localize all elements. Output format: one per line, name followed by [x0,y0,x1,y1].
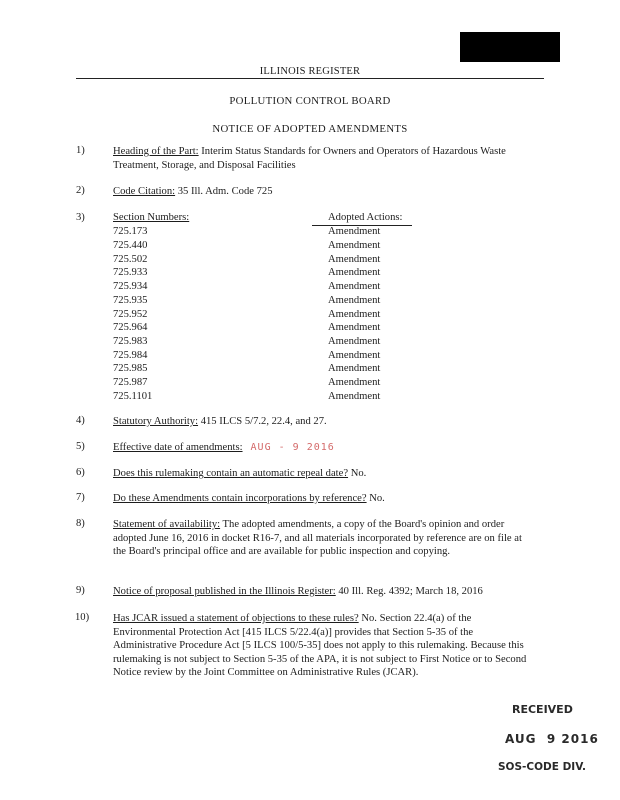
section-number: 725.440 [113,240,148,251]
section-number: 725.933 [113,267,148,278]
section-number: 725.1101 [113,391,153,402]
section-number: 725.987 [113,377,148,388]
item-text: No. [366,493,385,504]
item-label: Heading of the Part: [113,146,199,157]
section-number: 725.983 [113,336,148,347]
adopted-action: Amendment [328,309,381,320]
item-label: Notice of proposal published in the Illinois Register: [113,586,336,597]
item-number: 10) [75,612,90,623]
item-number: 3) [76,212,85,223]
item-text: 415 ILCS 5/7.2, 22.4, and 27. [198,416,327,427]
item-label: Do these Amendments contain incorporations by reference? [113,493,367,504]
item-label: Code Citation: [113,186,176,197]
section-number: 725.173 [113,226,148,237]
item-label: Statutory Authority: [113,416,199,427]
item-text: No. Section 22.4(a) of the Environmental Protection Act [415 ILCS 5/22.4(a)] provides that Section 5-35 of the Administrative Procedure Act [5 ILCS 100/5-35] does not apply to this rulemaking. Because this rulemaking is not subject to Section 5-35 of the APA, it is not subject to First Notice or to Second Notice review by the Joint Committee on Administrative Rules (JCAR). [113,613,527,679]
item-number: 4) [76,415,85,426]
section-number: 725.502 [113,254,148,265]
adopted-action: Amendment [328,267,381,278]
adopted-action: Amendment [328,322,381,333]
item-number: 8) [76,518,85,529]
section-number: 725.964 [113,322,148,333]
item-number: 1) [76,145,85,156]
adopted-actions-header: Adopted Actions: [328,212,403,223]
adopted-action: Amendment [328,226,381,237]
adopted-action: Amendment [328,391,381,402]
adopted-action: Amendment [328,295,381,306]
item-label: Has JCAR issued a statement of objections to these rules? [113,613,359,624]
item-text: 35 Ill. Adm. Code 725 [175,186,273,197]
redaction-box [460,32,560,62]
section-number: 725.985 [113,363,148,374]
item-label: Effective date of amendments: [113,442,243,453]
item-text: Interim Status Standards for Owners and Operators of Hazardous Waste Treatment, Storage, and Disposal Facilities [113,146,506,171]
received-stamp: RECEIVED [512,703,573,716]
item-label: Does this rulemaking contain an automatic repeal date? [113,468,349,479]
adopted-action: Amendment [328,336,381,347]
board-title: POLLUTION CONTROL BOARD [229,95,391,107]
register-title: ILLINOIS REGISTER [259,66,361,77]
effective-date-stamp: AUG - 9 2016 [250,442,335,453]
item-number: 5) [76,441,85,452]
notice-title: NOTICE OF ADOPTED AMENDMENTS [212,123,408,135]
division-stamp: SOS-CODE DIV. [498,761,586,773]
item-text: No. [348,468,367,479]
adopted-action: Amendment [328,363,381,374]
section-number: 725.934 [113,281,148,292]
adopted-action: Amendment [328,254,381,265]
section-number: 725.984 [113,350,148,361]
adopted-action: Amendment [328,377,381,388]
adopted-action: Amendment [328,350,381,361]
received-date-stamp: AUG 9 2016 [505,732,599,746]
item-label: Statement of availability: [113,519,221,530]
item-text: The adopted amendments, a copy of the Board's opinion and order adopted June 16, 2016 in docket R16-7, and all materials incorporated by reference are on file at the Board's principal office and are available for public inspection and copying. [113,519,522,558]
item-number: 6) [76,467,85,478]
item-number: 2) [76,185,85,196]
item-number: 9) [76,585,85,596]
item-text: 40 Ill. Reg. 4392; March 18, 2016 [335,586,483,597]
adopted-action: Amendment [328,281,381,292]
section-number: 725.935 [113,295,148,306]
item-number: 7) [76,492,85,503]
adopted-action: Amendment [328,240,381,251]
section-number: 725.952 [113,309,148,320]
section-numbers-header: Section Numbers: [113,212,190,223]
header-rule [76,78,544,79]
